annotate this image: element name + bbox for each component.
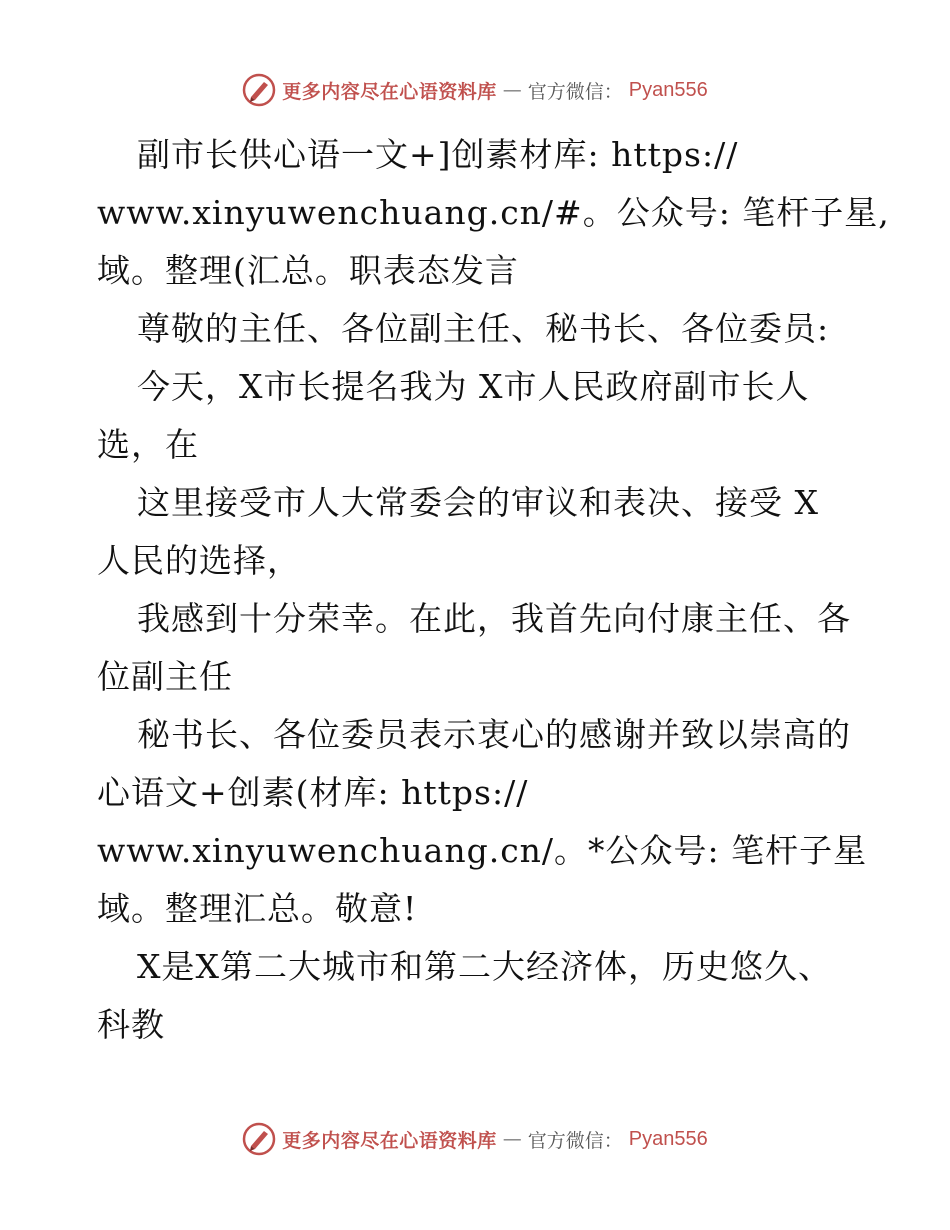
body-line: 心语文+创素(材库: https:// [97, 773, 529, 812]
header-separator: — [502, 79, 522, 101]
pen-logo-icon [242, 73, 276, 107]
footer-wechat-label: 官方微信： [527, 1129, 623, 1152]
header-wechat-label: 官方微信： [527, 80, 623, 103]
body-line: www.xinyuwenchuang.cn/#。公众号: 笔杆子星, [97, 193, 890, 232]
body-line: 域。整理汇总。敬意! [97, 889, 418, 928]
body-line: 选，在 [97, 425, 199, 464]
footer-banner [0, 1121, 950, 1157]
document-body [97, 126, 890, 1054]
body-line: 这里接受市人大常委会的审议和表决、接受 X [137, 483, 819, 522]
footer-wechat-account: Pyan556 [628, 1127, 708, 1150]
header-banner [0, 72, 950, 108]
body-line: 域。整理(汇总。职表态发言 [97, 251, 519, 290]
body-line: 位副主任 [97, 657, 233, 696]
body-line: 人民的选择， [97, 541, 301, 580]
pen-logo-icon [242, 1122, 276, 1156]
body-line: X是X第二大城市和第二大经济体，历史悠久、 [137, 947, 832, 986]
body-line: 尊敬的主任、各位副主任、秘书长、各位委员: [137, 309, 830, 348]
header-wechat-account: Pyan556 [628, 78, 708, 101]
body-line: 秘书长、各位委员表示衷心的感谢并致以崇高的 [137, 715, 851, 754]
body-line: 副市长供心语一文+]创素材库: https:// [137, 135, 739, 174]
body-line: 今天，X市长提名我为 X市人民政府副市长人 [137, 367, 810, 406]
footer-site-name: 更多内容尽在心语资料库 [282, 1129, 497, 1152]
body-line: 科教 [97, 1005, 165, 1044]
body-line: www.xinyuwenchuang.cn/。*公众号: 笔杆子星 [97, 831, 868, 870]
body-line: 我感到十分荣幸。在此，我首先向付康主任、各 [137, 599, 851, 638]
footer-separator: — [502, 1128, 522, 1150]
header-site-name: 更多内容尽在心语资料库 [282, 80, 497, 103]
